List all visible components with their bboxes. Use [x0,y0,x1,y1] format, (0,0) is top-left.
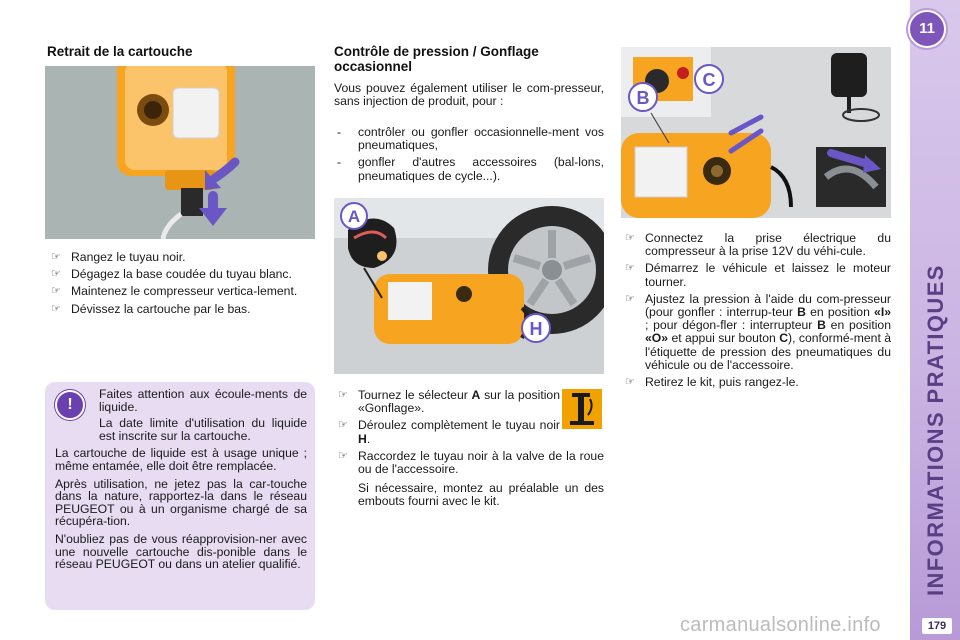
watermark-text: carmanualsonline.info [680,614,881,636]
warning-paragraph: N'oubliez pas de vous réapprovision-ner avec une nouvelle cartouche dis-ponible dans le réseau PEUGEOT ou dans un atelier qualifié. [55,531,307,572]
hand-pointer-icon: ☞ [338,419,348,432]
hand-pointer-icon: ☞ [625,262,635,275]
section-title-cartridge-removal: Retrait de la cartouche [47,44,193,59]
callout-label-h [522,314,550,342]
warning-paragraph: La date limite d'utilisation du liquide est inscrite sur la cartouche. [99,416,307,443]
list-item-note: Si nécessaire, montez au préalable un des embouts fourni avec le kit. [358,481,604,509]
hand-pointer-icon: ☞ [51,268,61,281]
inflation-photo [334,198,604,374]
callout-label-a [341,203,367,229]
warning-paragraph: Faites attention aux écoule-ments de liquide. [99,387,307,414]
callout-label-c [695,65,723,93]
compressor-controls-illustration [621,47,891,218]
section-title-pressure-check: Contrôle de pression / Gonflage occasionnel [334,44,539,74]
compressor-wheel-illustration [334,198,604,374]
hand-pointer-icon: ☞ [338,389,348,401]
svg-text:A: A [347,207,361,226]
hand-pointer-icon: ☞ [625,376,635,389]
warning-text [55,388,307,576]
hand-pointer-icon: ☞ [51,251,61,263]
pressure-check-intro: Vous pouvez également utiliser le com-presseur, sans injection de produit, pour : [334,81,604,109]
hand-pointer-icon: ☞ [51,285,61,298]
list-item: ☞ Démarrez le véhicule et laissez le moteur tourner. [625,261,891,289]
list-item: ☞ Retirez le kit, puis rangez-le. [625,375,799,390]
cartridge-removal-photo [45,66,315,239]
list-item: ☞ Maintenez le compresseur vertica-lement. [51,284,298,299]
list-item: ☞ Déroulez complètement le tuyau noir H. [338,418,560,446]
hand-pointer-icon: ☞ [625,292,635,305]
exclamation-warning-icon: ! [55,390,85,420]
page-number: 179 [922,618,952,634]
list-item: ☞ Rangez le tuyau noir. [51,250,186,264]
chapter-number-badge: 11 [908,10,946,48]
svg-text:B: B [636,88,650,108]
list-item: - contrôler ou gonfler occasionnelle-ment vos pneumatiques, [337,125,604,153]
hand-pointer-icon: ☞ [338,449,348,462]
chapter-sidebar [910,0,960,640]
list-item: - gonfler d'autres accessoires (bal-lons, pneumatiques de cycle...). [337,155,604,183]
cartridge-removal-steps [47,251,315,320]
compressor-cartridge-illustration [45,66,315,239]
chapter-title-vertical: INFORMATIONS PRATIQUES [923,264,948,596]
callout-label-b [629,83,657,111]
compressor-controls-photo [621,47,891,218]
hand-pointer-icon: ☞ [625,232,635,244]
list-item: ☞ Raccordez le tuyau noir à la valve de la roue ou de l'accessoire. Si nécessaire, montez au préalable un des embouts fourni avec le kit. [338,448,604,509]
pressure-check-uses [334,126,604,187]
list-item: ☞ Dévissez la cartouche par le bas. [51,301,251,316]
svg-text:C: C [702,70,716,90]
list-item: ☞ Dégagez la base coudée du tuyau blanc. [51,267,292,282]
hand-pointer-icon: ☞ [51,302,61,315]
list-item: ☞ Ajustez la pression à l'aide du com-presseur (pour gonfler : interrup-teur B en position «I» ; pour dégon-fler : interrupteur B en position «O» et appui sur bouton C), conformé-ment à l'étiquette de pression des pneumatiques du véhicule ou de l'accessoire. [625,291,892,372]
list-item: ☞ Connectez la prise électrique du compresseur à la prise 12V du véhi-cule. [625,231,891,259]
warning-box [45,382,315,610]
warning-paragraph: Après utilisation, ne jetez pas la car-touche dans la nature, rapportez-la dans le réseau PEUGEOT ou à un organisme chargé de sa récupéra-tion. [55,476,307,529]
warning-paragraph: La cartouche de liquide est à usage unique ; même entamée, elle doit être remplacée. [55,446,307,473]
pressure-adjust-steps [621,232,891,393]
svg-text:H: H [529,319,543,339]
tyre-pump-icon [562,389,602,429]
list-item: ☞ Tournez le sélecteur A sur la position «Gonflage». [338,388,560,416]
